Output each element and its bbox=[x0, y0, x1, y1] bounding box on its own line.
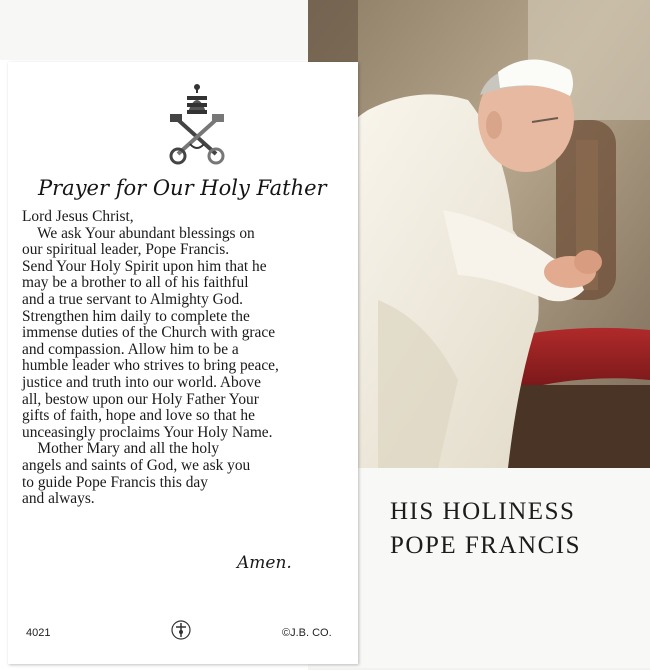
amen-closing: Amen. bbox=[237, 553, 292, 573]
photo-illustration bbox=[308, 0, 650, 468]
prayer-line: Mother Mary and all the holy bbox=[22, 440, 220, 458]
prayer-line: unceasingly proclaims Your Holy Name. bbox=[22, 423, 273, 441]
photo-card bbox=[308, 0, 650, 670]
back-card-edge bbox=[0, 0, 310, 60]
prayer-line: Lord Jesus Christ, bbox=[22, 208, 134, 225]
prayer-line: justice and truth into our world. Above bbox=[22, 373, 261, 391]
papal-keys-tiara-icon bbox=[166, 82, 228, 166]
pope-praying-photo bbox=[308, 0, 650, 468]
prayer-line: Strengthen him daily to complete the bbox=[22, 307, 250, 325]
prayer-line: gifts of faith, hope and love so that he bbox=[22, 407, 255, 425]
small-seal-icon bbox=[170, 619, 192, 641]
photo-caption bbox=[308, 468, 650, 668]
prayer-line: angels and saints of God, we ask you bbox=[22, 456, 251, 474]
prayer-line: immense duties of the Church with grace bbox=[22, 324, 276, 342]
prayer-line: and always. bbox=[22, 490, 95, 508]
prayer-line: to guide Pope Francis this day bbox=[22, 473, 208, 491]
prayer-line: We ask Your abundant blessings on bbox=[22, 224, 255, 242]
prayer-line: Send Your Holy Spirit upon him that he bbox=[22, 257, 267, 275]
prayer-title: Prayer for Our Holy Father bbox=[38, 176, 327, 200]
caption-line-2: POPE FRANCIS bbox=[390, 532, 581, 559]
copyright-text: ©J.B. CO. bbox=[282, 627, 332, 639]
prayer-line: and compassion. Allow him to be a bbox=[22, 340, 239, 358]
prayer-card bbox=[8, 62, 358, 664]
prayer-line: all, bestow upon our Holy Father Your bbox=[22, 390, 259, 408]
card-number: 4021 bbox=[26, 627, 51, 639]
prayer-line: and a true servant to Almighty God. bbox=[22, 290, 243, 308]
prayer-line: may be a brother to all of his faithful bbox=[22, 274, 249, 292]
prayer-body bbox=[22, 209, 352, 508]
prayer-line: humble leader who strives to bring peace, bbox=[22, 357, 279, 375]
caption-line-1: HIS HOLINESS bbox=[390, 498, 576, 525]
prayer-line: our spiritual leader, Pope Francis. bbox=[22, 241, 230, 259]
